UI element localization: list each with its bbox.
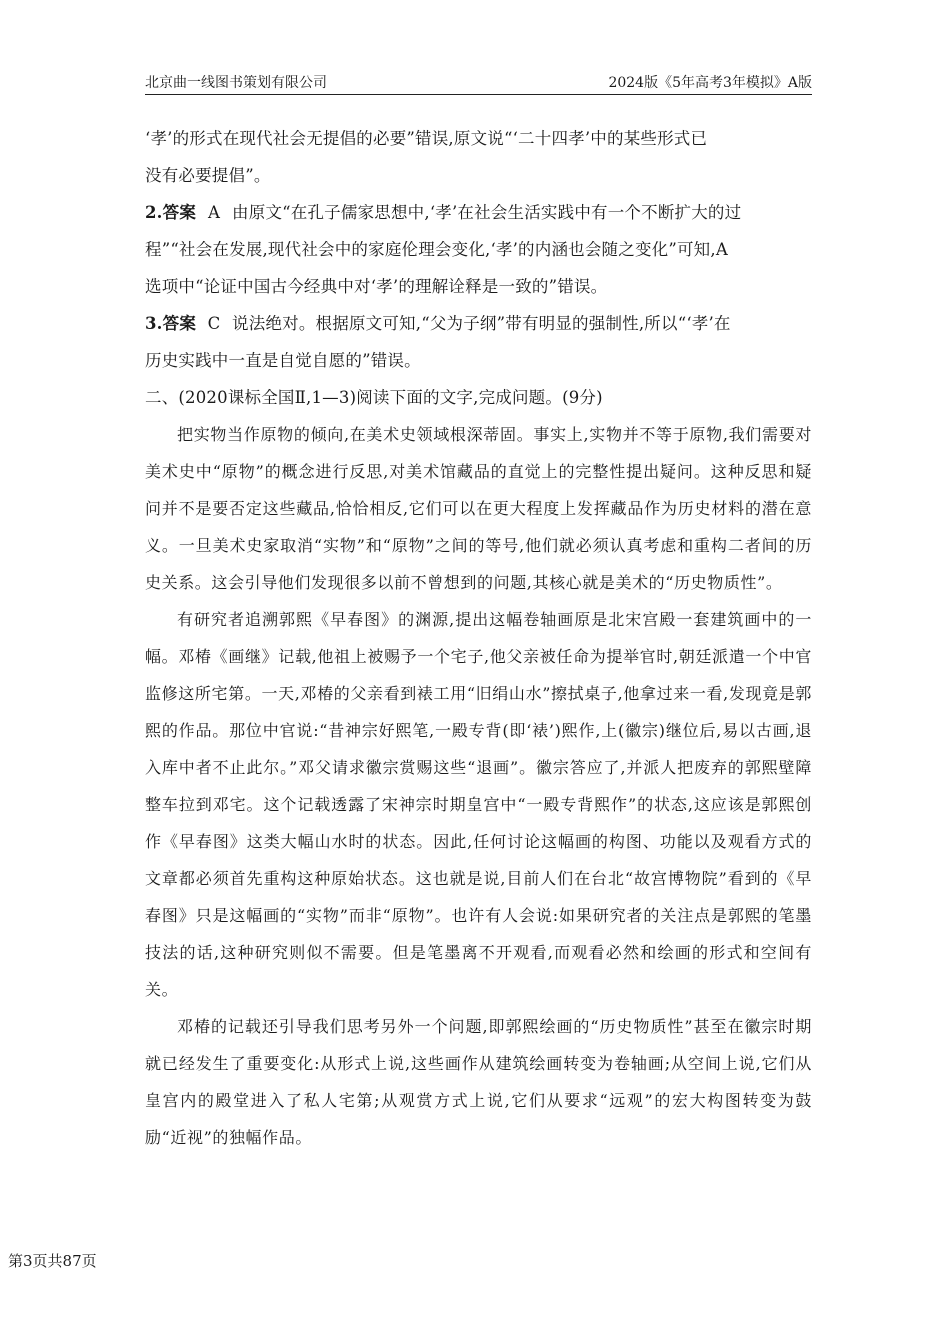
answer-3-line: 历史实践中一直是自觉自愿的”错误。 [145, 351, 421, 370]
answer-3-letter: C [207, 314, 221, 333]
answer-3-line [145, 305, 812, 342]
answer-2-line [145, 194, 812, 231]
publisher-name: 北京曲一线图书策划有限公司 [145, 75, 327, 91]
answer-3-number: 3. [145, 314, 163, 333]
page-header [145, 68, 812, 95]
answer-2-explanation: 由原文“在孔子儒家思想中,‘孝’在社会生活实践中有一个不断扩大的过 [232, 203, 742, 222]
answer-3-explanation: 说法绝对。根据原文可知,“父为子纲”带有明显的强制性,所以“‘孝’在 [232, 314, 731, 333]
passage-paragraph-3: 邓椿的记载还引导我们思考另外一个问题,即郭熙绘画的“历史物质性”甚至在徽宗时期就已经发生了重要变化:从形式上说,这些画作从建筑绘画转变为卷轴画;从空间上说,它们从皇宫内的殿堂进入了私人宅第;从观赏方式上说,它们从要求“远观”的宏大构图转变为鼓励“近视”的独幅作品。 [145, 1017, 812, 1147]
answer-continuation-line: ‘孝’的形式在现代社会无提倡的必要”错误,原文说“‘二十四孝’中的某些形式已 [145, 129, 708, 148]
answer-2-letter: A [207, 203, 221, 222]
answer-2-number: 2. [145, 203, 163, 222]
answer-3-label: 答案 [162, 314, 197, 333]
answer-continuation-line: 没有必要提倡”。 [145, 166, 271, 185]
answer-2-line: 程”“社会在发展,现代社会中的家庭伦理会变化,‘孝’的内涵也会随之变化”可知,A [145, 240, 728, 259]
book-title: 2024版《5年高考3年模拟》A版 [608, 75, 812, 91]
section-heading: 二、(2020课标全国Ⅱ,1—3)阅读下面的文字,完成问题。(9分) [145, 388, 603, 407]
passage-paragraph-2: 有研究者追溯郭熙《早春图》的渊源,提出这幅卷轴画原是北宋宫殿一套建筑画中的一幅。邓椿《画继》记载,他祖上被赐予一个宅子,他父亲被任命为提举官时,朝廷派遣一个中官监修这所宅第。一天,邓椿的父亲看到裱工用“旧绢山水”擦拭桌子,他拿过来一看,发现竟是郭熙的作品。那位中官说:“昔神宗好熙笔,一殿专背(即‘裱’)熙作,上(徽宗)继位后,易以古画,退入库中者不止此尔。”邓父请求徽宗赏赐这些“退画”。徽宗答应了,并派人把废弃的郭熙壁障整车拉到邓宅。这个记载透露了宋神宗时期皇宫中“一殿专背熙作”的状态,这应该是郭熙创作《早春图》这类大幅山水时的状态。因此,任何讨论这幅画的构图、功能以及观看方式的文章都必须首先重构这种原始状态。这也就是说,目前人们在台北“故宫博物院”看到的《早春图》只是这幅画的“实物”而非“原物”。也许有人会说:如果研究者的关注点是郭熙的笔墨技法的话,这种研究则似不需要。但是笔墨离不开观看,而观看必然和绘画的形式和空间有关。 [145, 610, 812, 999]
page-content [145, 120, 812, 1156]
answer-2-line: 选项中“论证中国古今经典中对‘孝’的理解诠释是一致的”错误。 [145, 277, 608, 296]
passage-paragraph-1: 把实物当作原物的倾向,在美术史领域根深蒂固。事实上,实物并不等于原物,我们需要对美术史中“原物”的概念进行反思,对美术馆藏品的直觉上的完整性提出疑问。这种反思和疑问并不是要否定这些藏品,恰恰相反,它们可以在更大程度上发挥藏品作为历史材料的潜在意义。一旦美术史家取消“实物”和“原物”之间的等号,他们就必须认真考虑和重构二者间的历史关系。这会引导他们发现很多以前不曾想到的问题,其核心就是美术的“历史物质性”。 [145, 425, 812, 592]
answer-2-label: 答案 [162, 203, 197, 222]
page-number: 第3页共87页 [8, 1252, 97, 1270]
